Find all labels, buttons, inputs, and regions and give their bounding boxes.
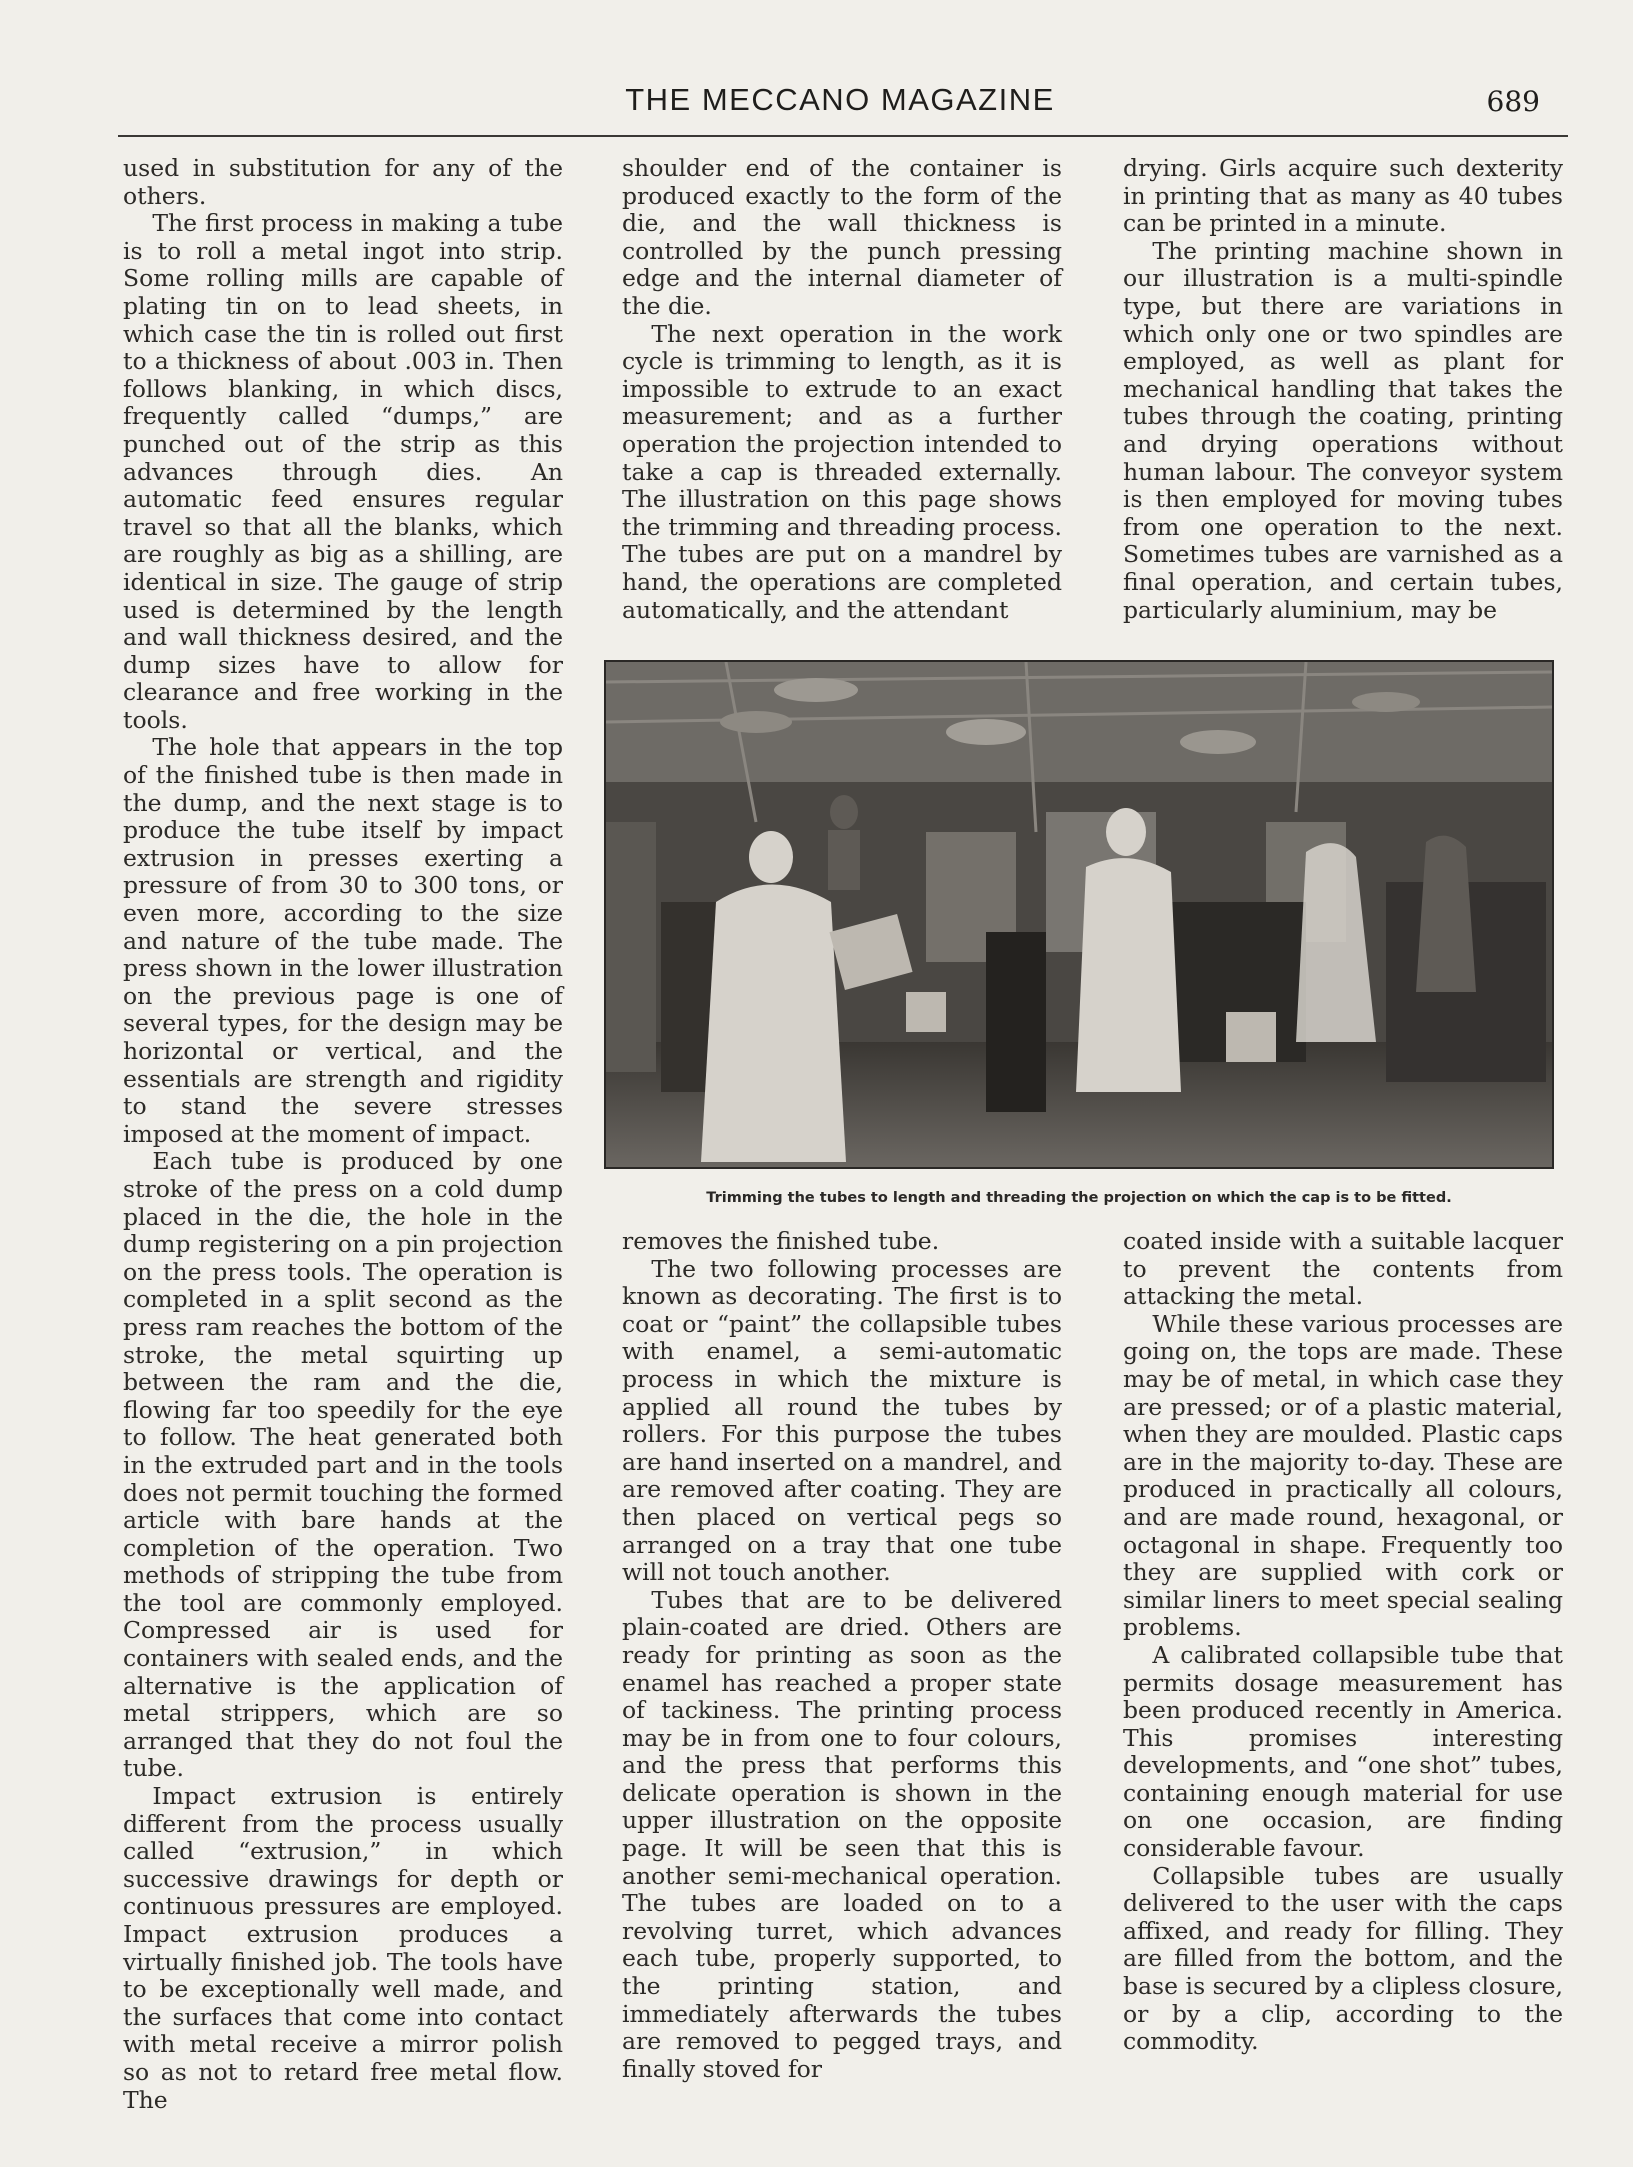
paragraph: Each tube is produced by one stroke of the press on a cold dump placed in the die, the hole in the dump registering on a pin projection on the press tools. The operation is completed in a split second as the press ram reaches the bottom of the stroke, the metal squirting up between the ram and the die, flowing far too speedily for the eye to follow. The heat generated both in the extruded part and in the tools does not permit touching the formed article with bare hands at the completion of the operation. Two methods of stripping the tube from the tool are commonly employed. Compressed air is used for containers with sealed ends, and the alternative is the application of metal strippers, which are so arranged that they do not foul the tube. — [123, 1147, 563, 1783]
factory-photograph — [604, 660, 1554, 1169]
paragraph: Impact extrusion is entirely different from the process usually called “extrusion,” in which successive drawings for depth or continuous pressures are employed. Impact extrusion produces a virtually finished job. The tools have to be exceptionally well made, and the surfaces that come into contact with metal receive a mirror polish so as not to retard free metal flow. The — [123, 1782, 563, 2114]
paragraph: The printing machine shown in our illustration is a multi-spindle type, but there are variations in which only one or two spindles are employed, as well as plant for mechanical handling that takes the tubes through the coating, printing and drying operations without human labour. The conveyor system is then employed for moving tubes from one operation to the next. Sometimes tubes are varnished as a final operation, and certain tubes, particularly aluminium, may be — [1123, 236, 1563, 624]
paragraph: drying. Girls acquire such dexterity in printing that as many as 40 tubes can be printed in a minute. — [1123, 154, 1563, 238]
paragraph: A calibrated collapsible tube that permits dosage measurement has been produced recently in America. This promises interesting developments, and “one shot” tubes, containing enough material for use on one occasion, are finding considerable favour. — [1123, 1640, 1563, 1863]
page-number: 689 — [1486, 85, 1540, 118]
paragraph: The two following processes are known as decorating. The first is to coat or “paint” the collapsible tubes with enamel, a semi-automatic process in which the mixture is applied all round the tubes by rollers. For this purpose the tubes are hand inserted on a mandrel, and are removed after coating. They are then placed on vertical pegs so arranged on a tray that one tube will not touch another. — [622, 1254, 1062, 1587]
paragraph: The next operation in the work cycle is trimming to length, as it is impossible to extrude to an exact measurement; and as a further operation the projection intended to take a cap is threaded externally. The illustration on this page shows the trimming and threading process. The tubes are put on a mandrel by hand, the operations are completed automatically, and the attendant — [622, 319, 1062, 624]
paragraph: While these various processes are going on, the tops are made. These may be of metal, in which case they are pressed; or of a plastic material, when they are moulded. Plastic caps are in the majority to-day. These are produced in practically all colours, and are made round, hexagonal, or octagonal in shape. Frequently too they are supplied with cork or similar liners to meet special sealing problems. — [1123, 1309, 1563, 1642]
paragraph: The hole that appears in the top of the finished tube is then made in the dump, and the next stage is to produce the tube itself by impact extrusion in presses exerting a pressure of from 30 to 300 tons, or even more, according to the size and nature of the tube made. The press shown in the lower illustration on the previous page is one of several types, for the design may be horizontal or vertical, and the essentials are strength and rigidity to stand the severe stresses imposed at the moment of impact. — [123, 733, 563, 1148]
paragraph: coated inside with a suitable lacquer to prevent the contents from attacking the metal. — [1123, 1227, 1563, 1311]
figure-caption: Trimming the tubes to length and threading the projection on which the cap is to be fitted. — [706, 1190, 1452, 1206]
factory-scene-illustration — [606, 662, 1552, 1167]
paragraph: The first process in making a tube is to roll a metal ingot into strip. Some rolling mills are capable of plating tin on to lead sheets, in which case the tin is rolled out first to a thickness of about .003 in. Then follows blanking, in which discs, frequently called “dumps,” are punched out of the strip as this advances through dies. An automatic feed ensures regular travel so that all the blanks, which are roughly as big as a shilling, are identical in size. The gauge of strip used is determined by the length and wall thickness desired, and the dump sizes have to allow for clearance and free working in the tools. — [123, 209, 563, 734]
paragraph: shoulder end of the container is produced exactly to the form of the die, and the wall thickness is controlled by the punch pressing edge and the internal diameter of the die. — [622, 154, 1062, 320]
paragraph: removes the finished tube. — [622, 1227, 940, 1255]
column-middle-bottom — [622, 1228, 1062, 2083]
paragraph: Collapsible tubes are usually delivered to the user with the caps affixed, and ready for filling. They are filled from the bottom, and the base is secured by a clipless closure, or by a clip, according to the commodity. — [1123, 1861, 1563, 2056]
column-right-bottom — [1123, 1228, 1563, 2056]
magazine-title: THE MECCANO MAGAZINE — [625, 82, 1055, 117]
header-rule — [118, 135, 1568, 137]
column-right-top — [1123, 155, 1563, 624]
paragraph: Tubes that are to be delivered plain-coated are dried. Others are ready for printing as soon as the enamel has reached a proper state of tackiness. The printing process may be in from one to four colours, and the press that performs this delicate operation is shown in the upper illustration on the opposite page. It will be seen that this is another semi-mechanical operation. The tubes are loaded on to a revolving turret, which advances each tube, properly supported, to the printing station, and immediately afterwards the tubes are removed to pegged trays, and finally stoved for — [622, 1585, 1062, 2083]
column-left — [123, 155, 563, 2114]
column-middle-top — [622, 155, 1062, 624]
paragraph: used in substitution for any of the others. — [123, 154, 563, 210]
